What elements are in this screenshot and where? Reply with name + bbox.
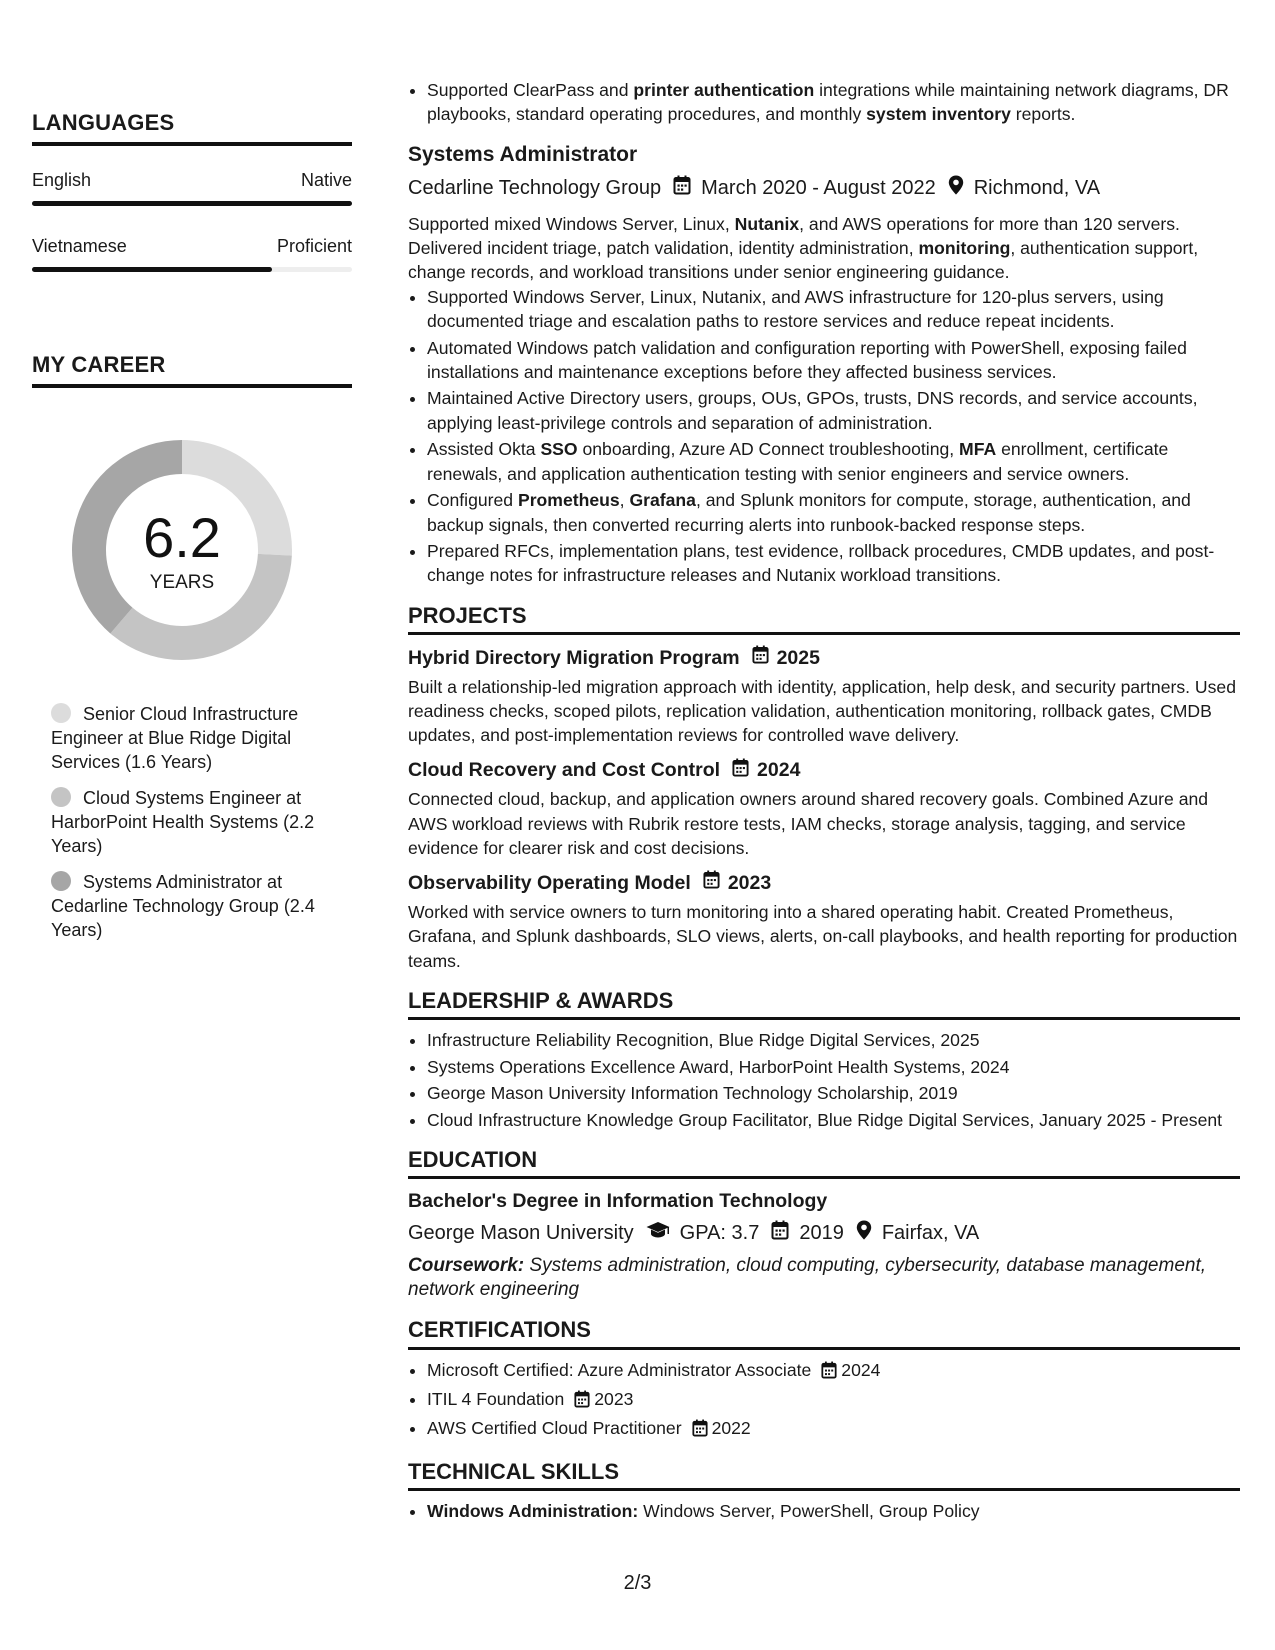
education-meta — [408, 1220, 1240, 1246]
calendar-icon — [673, 175, 691, 201]
leadership-item: • Infrastructure Reliability Recognition, Blue Ridge Digital Services, 2025 — [427, 1028, 1240, 1052]
project-description: Built a relationship-led migration approach with identity, application, help desk, and security partners. Used readiness checks, scoped pilots, replication validation, authentication monitoring, rollback gates, CMDB updates, and post-implementation reviews for controlled wave delivery. — [408, 676, 1237, 746]
career-donut-chart — [62, 430, 302, 670]
coursework-text: Systems administration, cloud computing, cybersecurity, database management, network engineering — [408, 1255, 1207, 1301]
coursework — [408, 1254, 1240, 1302]
bullet-item: • Assisted Okta SSO onboarding, Azure AD Connect troubleshooting, MFA enrollment, certificate renewals, and application authentication testing with senior engineers and service owners. — [427, 437, 1240, 486]
career-legend-item — [51, 870, 352, 942]
job-title: Systems Administrator — [408, 142, 638, 166]
bullet-item: • Supported ClearPass and printer authentication integrations while maintaining network diagrams, DR playbooks, standard operating procedures, and monthly system inventory reports. — [427, 78, 1240, 127]
leadership-item: • Systems Operations Excellence Award, HarborPoint Health Systems, 2024 — [427, 1055, 1240, 1079]
career-total-unit: YEARS — [149, 572, 215, 593]
bullet-item: • Prepared RFCs, implementation plans, test evidence, rollback procedures, CMDB updates, and post-change notes for infrastructure releases and Nutanix workload transitions. — [427, 539, 1240, 588]
project-entry — [408, 870, 1240, 973]
certifications-list — [408, 1358, 1240, 1444]
project-description: Worked with service owners to turn monitoring into a shared operating habit. Created Prometheus, Grafana, and Splunk dashboards, SLO views, alerts, on-call playbooks, and health reporting for production teams. — [408, 901, 1238, 971]
language-proficiency-bar — [32, 201, 352, 206]
project-year: 2025 — [776, 646, 820, 669]
leadership-list — [408, 1028, 1240, 1132]
career-heading: MY CAREER — [32, 352, 352, 388]
language-item — [32, 236, 352, 272]
certification-item: • Microsoft Certified: Azure Administrator Associate 2024 — [427, 1358, 1240, 1385]
calendar-icon — [821, 1361, 837, 1385]
job-location: Richmond, VA — [973, 177, 1101, 200]
calendar-icon — [732, 758, 749, 783]
legend-dot — [51, 787, 71, 807]
legend-dot — [51, 871, 71, 891]
project-entry — [408, 645, 1240, 748]
certifications-heading: CERTIFICATIONS — [408, 1318, 1240, 1349]
career-legend-item — [51, 702, 352, 774]
job-bullets — [408, 285, 1240, 588]
leadership-heading: LEADERSHIP & AWARDS — [408, 989, 1240, 1020]
languages-heading: LANGUAGES — [32, 110, 352, 146]
technical-skills-heading: TECHNICAL SKILLS — [408, 1460, 1240, 1491]
page-number: 2/3 — [623, 1572, 652, 1594]
language-proficiency-fill — [32, 267, 272, 272]
bullet-item: • Maintained Active Directory users, groups, OUs, GPOs, trusts, DNS records, and service accounts, applying least-privilege controls and separation of administration. — [427, 386, 1240, 435]
career-legend-text: Systems Administrator at Cedarline Technology Group (2.4 Years) — [51, 872, 315, 940]
career-legend-text: Cloud Systems Engineer at HarborPoint Health Systems (2.2 Years) — [51, 788, 315, 856]
project-title: Cloud Recovery and Cost Control — [408, 759, 721, 782]
calendar-icon — [703, 870, 720, 895]
degree-title: Bachelor's Degree in Information Technology — [408, 1190, 828, 1213]
carryover-bullets — [408, 78, 1240, 127]
job-company: Cedarline Technology Group — [408, 177, 662, 200]
project-description: Connected cloud, backup, and application owners around shared recovery goals. Combined Azure and AWS workload reviews with Rubrik restore tests, IAM checks, storage analysis, tagging, and service evidence for clearer risk and cost decisions. — [408, 789, 1209, 858]
project-entry — [408, 758, 1240, 861]
education-heading: EDUCATION — [408, 1148, 1240, 1179]
career-legend — [32, 702, 352, 942]
language-level: Native — [300, 170, 352, 190]
career-total-years: 6.2 — [143, 506, 221, 569]
bullet-item: • Automated Windows patch validation and configuration reporting with PowerShell, exposing failed installations and maintenance exceptions before they affected business services. — [427, 336, 1240, 385]
calendar-icon — [692, 1419, 708, 1443]
leadership-item: • George Mason University Information Technology Scholarship, 2019 — [427, 1081, 1240, 1105]
graduation-cap-icon — [646, 1221, 670, 1245]
coursework-label: Coursework: — [408, 1255, 525, 1277]
skills-list — [408, 1499, 1240, 1523]
job-summary: Supported mixed Windows Server, Linux, Nutanix, and AWS operations for more than 120 servers. Delivered incident triage, patch validation, identity administration, monitoring, authentication support, change records, and workload transitions under senior engineering guidance. — [408, 213, 1199, 283]
job-meta — [408, 175, 1240, 201]
project-title: Hybrid Directory Migration Program — [408, 646, 740, 669]
job-entry — [408, 143, 1240, 588]
projects-heading: PROJECTS — [408, 604, 1240, 635]
skill-label: Windows Administration: — [427, 1501, 639, 1522]
language-item — [32, 170, 352, 206]
school-name: George Mason University — [408, 1221, 634, 1244]
legend-dot — [51, 703, 71, 723]
sidebar — [32, 110, 352, 954]
skill-item — [427, 1499, 1240, 1523]
project-year: 2023 — [727, 871, 772, 894]
location-pin-icon — [856, 1220, 872, 1246]
career-legend-text: Senior Cloud Infrastructure Engineer at Blue Ridge Digital Services (1.6 Years) — [51, 704, 299, 772]
bullet-item: • Supported Windows Server, Linux, Nutanix, and AWS infrastructure for 120-plus servers, using documented triage and escalation paths to restore services and reduce repeat incidents. — [427, 285, 1240, 334]
school-location: Fairfax, VA — [881, 1221, 980, 1244]
calendar-icon — [574, 1390, 590, 1414]
certification-item: • AWS Certified Cloud Practitioner 2022 — [427, 1416, 1240, 1443]
project-year: 2024 — [757, 759, 801, 782]
calendar-icon — [771, 1220, 789, 1246]
project-title: Observability Operating Model — [408, 871, 691, 894]
main-column — [408, 78, 1240, 1526]
language-level: Proficient — [276, 236, 352, 256]
calendar-icon — [752, 645, 769, 670]
location-pin-icon — [948, 175, 964, 201]
language-name: Vietnamese — [32, 236, 127, 256]
language-name: English — [32, 170, 92, 190]
bullet-item: • Configured Prometheus, Grafana, and Splunk monitors for compute, storage, authentication, and backup signals, then converted recurring alerts into runbook-backed response steps. — [427, 488, 1240, 537]
language-proficiency-fill — [32, 201, 352, 206]
leadership-item: • Cloud Infrastructure Knowledge Group Facilitator, Blue Ridge Digital Services, January 2025 - Present — [427, 1108, 1240, 1132]
certification-item: • ITIL 4 Foundation 2023 — [427, 1387, 1240, 1414]
career-legend-item — [51, 786, 352, 858]
skill-value: Windows Server, PowerShell, Group Policy — [638, 1501, 980, 1522]
graduation-year: 2019 — [799, 1221, 844, 1244]
language-proficiency-bar — [32, 267, 352, 272]
job-dates: March 2020 - August 2022 — [701, 177, 936, 200]
gpa: GPA: 3.7 — [679, 1221, 760, 1244]
